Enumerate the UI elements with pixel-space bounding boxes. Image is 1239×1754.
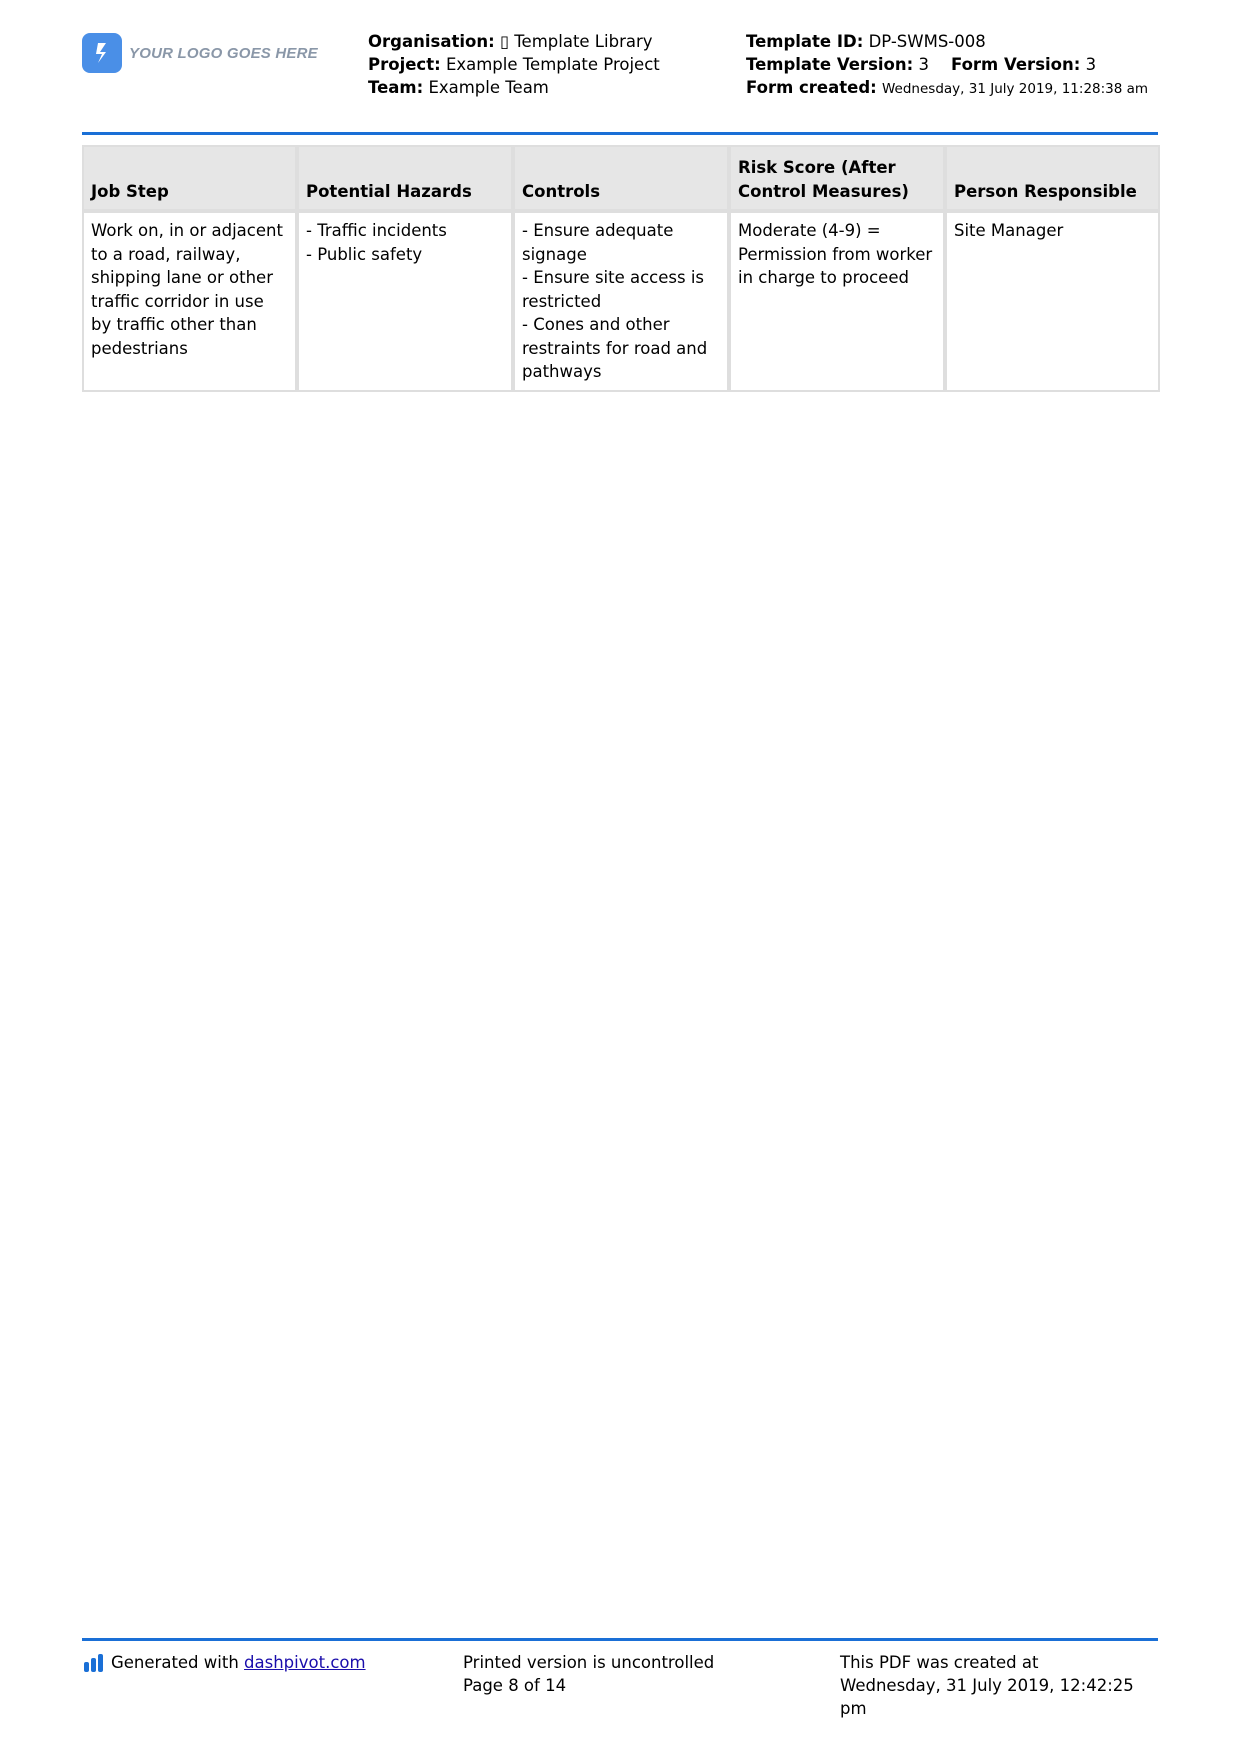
person-responsible-cell: Site Manager — [945, 211, 1160, 392]
column-header-potential-hazards: Potential Hazards — [297, 145, 513, 211]
hazard-item: - Traffic incidents — [306, 221, 447, 240]
header-meta-right — [746, 30, 1166, 101]
team-value: Example Team — [428, 78, 549, 97]
logo-mark-icon — [82, 33, 122, 73]
swms-job-steps-table — [82, 145, 1160, 392]
job-step-cell: Work on, in or adjacent to a road, railway, shipping lane or other traffic corridor in use by traffic other than pedestrians — [82, 211, 297, 392]
template-id-line: Template ID: DP-SWMS-008 — [746, 32, 986, 51]
team-line: Team: Example Team — [368, 78, 549, 97]
table-header-row — [82, 145, 1160, 211]
company-logo — [82, 33, 318, 73]
footer-page-info — [463, 1651, 714, 1697]
controls-cell — [513, 211, 729, 392]
control-item: - Cones and other restraints for road and pathways — [522, 315, 708, 381]
template-version-value: 3 — [918, 55, 929, 74]
pdf-created-label: This PDF was created at — [840, 1653, 1039, 1672]
form-created-value: Wednesday, 31 July 2019, 11:28:38 am — [882, 81, 1149, 97]
column-header-job-step: Job Step — [82, 145, 297, 211]
project-line: Project: Example Template Project — [368, 55, 660, 74]
control-item: - Ensure site access is restricted — [522, 268, 705, 311]
hazard-item: - Public safety — [306, 244, 423, 264]
project-value: Example Template Project — [445, 55, 660, 74]
generated-prefix: Generated with — [111, 1653, 239, 1672]
pdf-created-timestamp: Wednesday, 31 July 2019, 12:42:25 pm — [840, 1676, 1134, 1718]
header-meta-left — [368, 30, 660, 99]
uncontrolled-notice: Printed version is uncontrolled — [463, 1653, 715, 1672]
column-header-controls: Controls — [513, 145, 729, 211]
footer-divider — [82, 1638, 1158, 1641]
page-number: Page 8 of 14 — [463, 1676, 567, 1695]
dashpivot-link[interactable]: dashpivot.com — [244, 1653, 366, 1672]
form-created-line: Form created: Wednesday, 31 July 2019, 11:28:38 am — [746, 78, 1149, 97]
footer-created — [840, 1651, 1160, 1720]
dashpivot-bars-icon — [84, 1654, 103, 1672]
column-header-person-responsible: Person Responsible — [945, 145, 1160, 211]
organisation-line: Organisation: ▯ Template Library — [368, 32, 653, 51]
header-divider — [82, 132, 1158, 135]
hazards-cell — [297, 211, 513, 392]
logo-text: YOUR LOGO GOES HERE — [129, 44, 318, 62]
table-row — [82, 211, 1160, 392]
version-line: Template Version: 3 Form Version: 3 — [746, 55, 1097, 74]
form-version-value: 3 — [1085, 55, 1097, 74]
page-header — [82, 30, 1160, 130]
column-header-risk-score: Risk Score (After Control Measures) — [729, 145, 945, 211]
risk-score-cell: Moderate (4-9) = Permission from worker in charge to proceed — [729, 211, 945, 392]
organisation-value: ▯ Template Library — [499, 32, 653, 51]
template-id-value: DP-SWMS-008 — [868, 32, 986, 51]
footer-generated — [84, 1651, 366, 1674]
control-item: - Ensure adequate signage — [522, 221, 674, 264]
